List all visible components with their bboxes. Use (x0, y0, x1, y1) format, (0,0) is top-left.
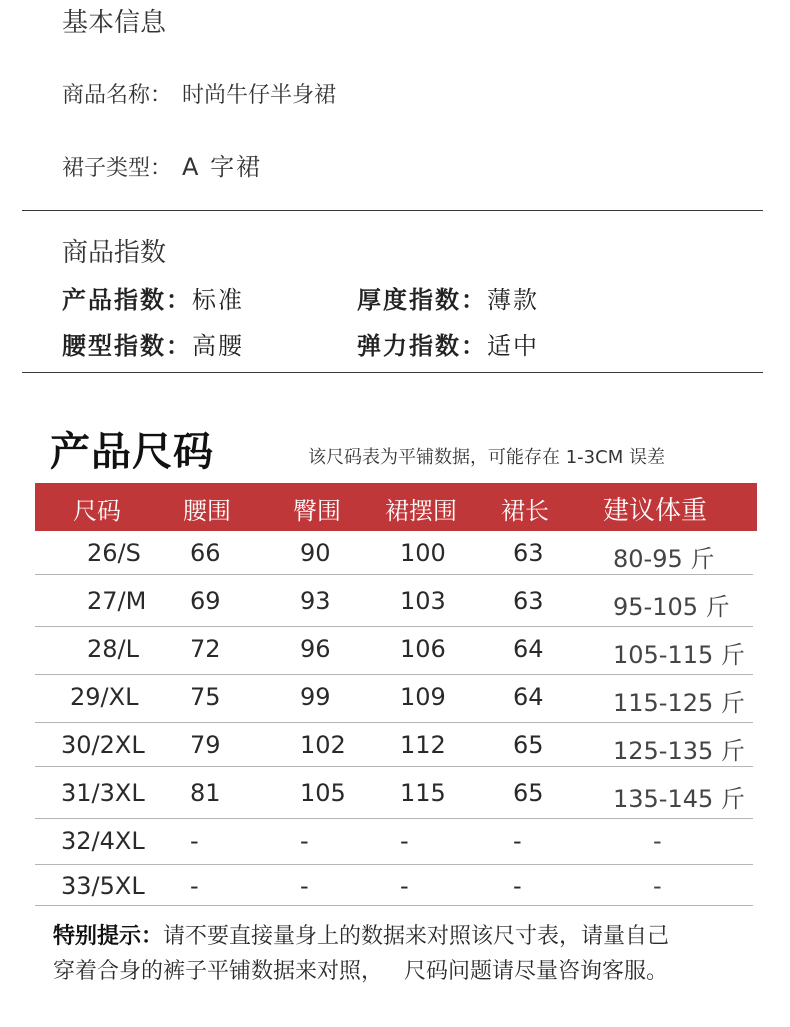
cell-hip: 99 (300, 683, 331, 711)
product-name-line (62, 78, 336, 109)
cell-size: 29/XL (70, 683, 139, 711)
header-size: 尺码 (73, 497, 121, 525)
cell-hem: - (400, 827, 409, 855)
cell-length: 63 (513, 539, 544, 567)
table-row (35, 771, 757, 819)
cell-waist: 79 (190, 731, 221, 759)
table-row (35, 819, 757, 865)
cell-waist: 66 (190, 539, 221, 567)
cell-hip: - (300, 827, 309, 855)
table-row (35, 531, 757, 575)
cell-weight: 95-105 斤 (613, 593, 730, 621)
cell-length: 65 (513, 731, 544, 759)
cell-hip: 90 (300, 539, 331, 567)
cell-size: 33/5XL (61, 872, 145, 900)
cell-size: 31/3XL (61, 779, 145, 807)
index-item-waist (62, 326, 244, 361)
index-item-value: 适中 (487, 332, 539, 360)
cell-hem: 100 (400, 539, 446, 567)
index-item-label: 弹力指数： (357, 332, 487, 360)
cell-waist: 69 (190, 587, 221, 615)
cell-length: - (513, 827, 522, 855)
cell-waist: - (190, 827, 199, 855)
cell-hip: 93 (300, 587, 331, 615)
cell-hem: 115 (400, 779, 446, 807)
index-item-product (62, 280, 244, 315)
cell-hem: 103 (400, 587, 446, 615)
table-row (35, 579, 757, 627)
skirt-type-label: 裙子类型： (62, 156, 173, 181)
cell-size: 28/L (87, 635, 139, 663)
cell-length: 65 (513, 779, 544, 807)
cell-length: - (513, 872, 522, 900)
size-chart-title: 产品尺码 (50, 429, 214, 475)
cell-length: 63 (513, 587, 544, 615)
cell-hip: - (300, 872, 309, 900)
table-row (35, 723, 757, 767)
cell-length: 64 (513, 635, 544, 663)
special-tip-line1: 请不要直接量身上的数据来对照该尺寸表，请量自己 (163, 924, 670, 949)
row-divider (35, 864, 753, 865)
cell-waist: 72 (190, 635, 221, 663)
header-length: 裙长 (501, 497, 549, 525)
product-index-title: 商品指数 (62, 238, 167, 268)
cell-waist: - (190, 872, 199, 900)
basic-info-title: 基本信息 (62, 8, 167, 38)
cell-size: 27/M (87, 587, 147, 615)
cell-weight: 125-135 斤 (613, 737, 745, 765)
index-item-label: 产品指数： (62, 286, 192, 314)
cell-hip: 96 (300, 635, 331, 663)
table-row (35, 675, 757, 723)
cell-size: 26/S (87, 539, 141, 567)
divider-1 (22, 210, 763, 211)
row-divider (35, 905, 753, 906)
skirt-type-value: A 字裙 (182, 153, 263, 181)
cell-waist: 81 (190, 779, 221, 807)
index-item-label: 腰型指数： (62, 332, 192, 360)
header-weight: 建议体重 (603, 496, 708, 526)
row-divider (35, 766, 753, 767)
cell-weight: 80-95 斤 (613, 545, 715, 573)
table-row (35, 866, 757, 906)
cell-length: 64 (513, 683, 544, 711)
cell-hem: 106 (400, 635, 446, 663)
special-tip-2 (53, 953, 753, 991)
index-item-value: 高腰 (192, 332, 244, 360)
skirt-type-line (62, 147, 262, 182)
cell-size: 30/2XL (61, 731, 145, 759)
header-waist: 腰围 (183, 497, 231, 525)
cell-weight: - (653, 827, 662, 855)
table-row (35, 627, 757, 675)
cell-size: 32/4XL (61, 827, 145, 855)
special-tip (53, 918, 753, 956)
cell-hem: 109 (400, 683, 446, 711)
cell-hip: 105 (300, 779, 346, 807)
divider-2 (22, 372, 763, 373)
index-item-thickness (357, 280, 539, 315)
cell-hem: - (400, 872, 409, 900)
size-table-header (35, 483, 757, 531)
special-tip-line2: 穿着合身的裤子平铺数据来对照， 尺码问题请尽量咨询客服。 (53, 959, 668, 984)
size-chart-note: 该尺码表为平铺数据，可能存在 1-3CM 误差 (308, 447, 665, 468)
product-name-label: 商品名称： (62, 83, 173, 108)
cell-weight: 135-145 斤 (613, 785, 745, 813)
row-divider (35, 574, 753, 575)
special-tip-label: 特别提示： (53, 924, 164, 949)
cell-weight: 105-115 斤 (613, 641, 745, 669)
cell-hip: 102 (300, 731, 346, 759)
index-item-elasticity (357, 326, 539, 361)
cell-waist: 75 (190, 683, 221, 711)
cell-weight: 115-125 斤 (613, 689, 745, 717)
cell-hem: 112 (400, 731, 446, 759)
index-item-label: 厚度指数： (357, 286, 487, 314)
header-hem: 裙摆围 (385, 497, 457, 525)
header-hip: 臀围 (293, 497, 341, 525)
product-name-value: 时尚牛仔半身裙 (182, 83, 337, 108)
index-item-value: 标准 (192, 286, 244, 314)
cell-weight: - (653, 872, 662, 900)
index-item-value: 薄款 (487, 286, 539, 314)
